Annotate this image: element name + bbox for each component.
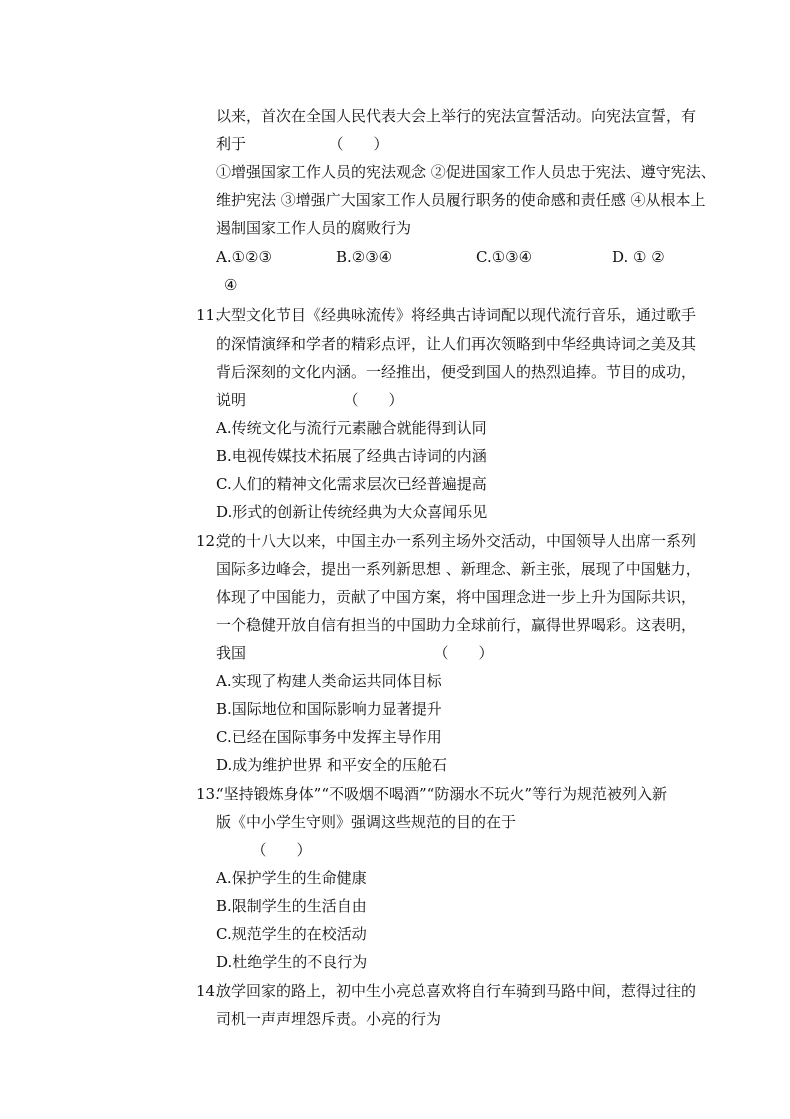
q10-statement-line-3: 遏制国家工作人员的腐败行为 xyxy=(216,219,412,237)
q14-stem-line-2: 司机一声声埋怨斥责。小亮的行为 xyxy=(216,1010,442,1028)
q10-statement-line-2: 维护宪法 ③增强广大国家工作人员履行职务的使命感和责任感 ④从根本上 xyxy=(216,191,706,209)
q10-option-c: C.①③④ xyxy=(476,248,533,266)
q11-stem-line-1: 大型文化节目《经典咏流传》将经典古诗词配以现代流行音乐，通过歌手 xyxy=(216,306,697,324)
q12-stem-line-3: 体现了中国能力，贡献了中国方案，将中国理念进一步上升为国际共识， xyxy=(216,588,697,606)
q10-option-d-cont: ④ xyxy=(224,276,238,294)
q11-option-b: B.电视传媒技术拓展了经典古诗词的内涵 xyxy=(216,447,487,465)
q10-option-a: A.①②③ xyxy=(216,248,272,266)
q11-stem-line-2: 的深情演绎和学者的精彩点评，让人们再次领略到中华经典诗词之美及其 xyxy=(216,335,697,353)
q13-stem-line-1: “坚持锻炼身体”“不吸烟不喝酒”“防溺水不玩火”等行为规范被列入新 xyxy=(216,785,668,803)
q11-option-d: D.形式的创新让传统经典为大众喜闻乐见 xyxy=(216,503,488,521)
q12-stem-line-5: 我国 （ ） xyxy=(216,644,494,662)
q13-option-b: B.限制学生的生活自由 xyxy=(216,897,367,915)
q14-number: 14. xyxy=(196,982,220,1000)
q12-option-b: B.国际地位和国际影响力显著提升 xyxy=(216,700,442,718)
q11-stem-line-3: 背后深刻的文化内涵。一经推出，便受到国人的热烈追捧。节目的成功， xyxy=(216,363,697,381)
q14-stem-line-1: 放学回家的路上，初中生小亮总喜欢将自行车骑到马路中间，惹得过往的 xyxy=(216,982,697,1000)
q12-option-c: C.已经在国际事务中发挥主导作用 xyxy=(216,728,442,746)
q10-option-b: B.②③④ xyxy=(336,248,393,266)
q13-answer-blank: （ ） xyxy=(244,841,312,859)
q10-stem-line-1: 以来，首次在全国人民代表大会上举行的宪法宣誓活动。向宪法宣誓，有 xyxy=(216,107,697,125)
q13-option-d: D.杜绝学生的不良行为 xyxy=(216,953,368,971)
q12-option-a: A.实现了构建人类命运共同体目标 xyxy=(216,672,442,690)
q12-option-d: D.成为维护世界 和平安全的压舱石 xyxy=(216,756,448,774)
q10-stem-line-2: 利于 （ ） xyxy=(216,135,389,153)
q11-stem-line-4: 说明 （ ） xyxy=(216,391,404,409)
q11-option-c: C.人们的精神文化需求层次已经普遍提高 xyxy=(216,475,487,493)
q13-option-a: A.保护学生的生命健康 xyxy=(216,869,367,887)
q10-statement-line-1: ①增强国家工作人员的宪法观念 ②促进国家工作人员忠于宪法、遵守宪法、 xyxy=(216,163,716,181)
q12-number: 12. xyxy=(196,532,220,550)
q12-stem-line-4: 一个稳健开放自信有担当的中国助力全球前行，赢得世界喝彩。这表明， xyxy=(216,616,697,634)
q13-stem-line-2: 版《中小学生守则》强调这些规范的目的在于 xyxy=(216,813,517,831)
q13-number: 13. xyxy=(196,785,220,803)
q11-number: 11. xyxy=(196,306,220,324)
q10-option-d: D. ① ② xyxy=(612,248,665,266)
q13-option-c: C.规范学生的在校活动 xyxy=(216,925,367,943)
q12-stem-line-1: 党的十八大以来，中国主办一系列主场外交活动，中国领导人出席一系列 xyxy=(216,532,697,550)
q11-option-a: A.传统文化与流行元素融合就能得到认同 xyxy=(216,419,487,437)
q12-stem-line-2: 国际多边峰会，提出一系列新思想 、新理念、新主张，展现了中国魅力， xyxy=(216,560,701,578)
